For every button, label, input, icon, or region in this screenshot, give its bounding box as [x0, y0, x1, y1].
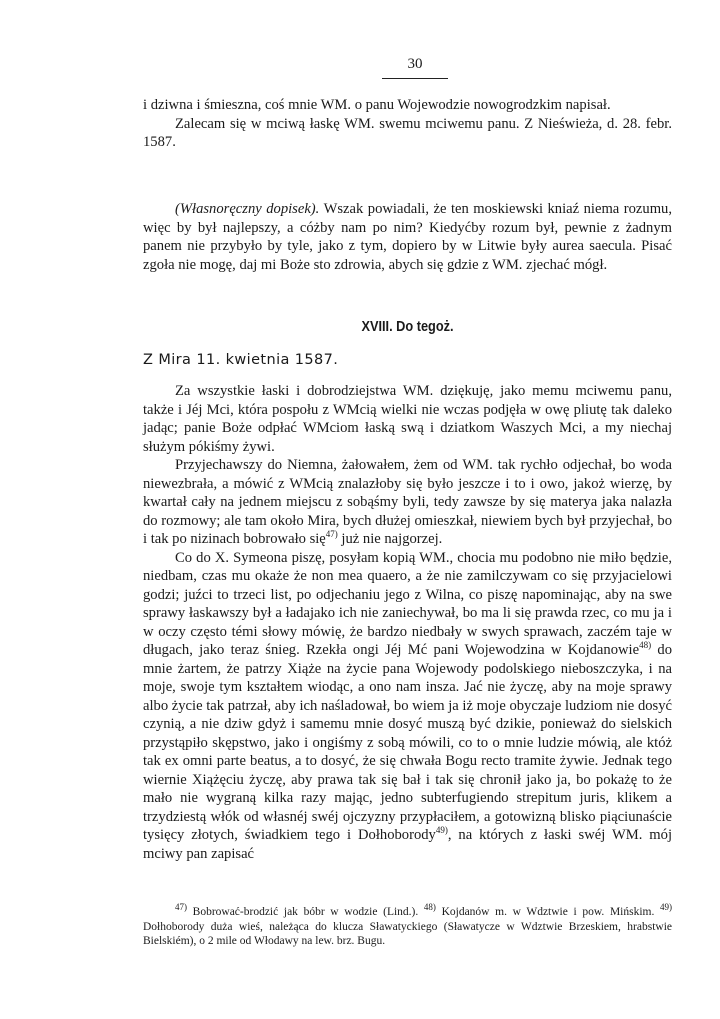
letter-ending-paragraph-2: Zalecam się w mciwą łaskę WM. swemu mciwemu panu. Z Nieświeża, d. 28. febr. 1587. [143, 115, 672, 150]
footnote-block [143, 902, 673, 949]
footnote-ref-47: 47) [325, 529, 338, 540]
footnotes [143, 902, 673, 949]
postscript-text: Wszak powiadali, że ten moskiewski kniaź niema rozumu, więc by był najlepszy, a cóżby nam po nim? Kiedyćby rozum był, pewnie z żadnym panem nie przybyło by tyle, jako z tym, dopiero by w Litwie były aurea saecula. Pisać zgoła nie mogę, daj mi Boże sto zdrowia, abych się gdzie z WM. zjechać mógł. [143, 201, 672, 273]
letter-paragraph-2-text: Przyjechawszy do Niemna, żałowałem, żem od WM. tak rychło odjechał, bo woda niewezbrała, a mówić z WMcią znalazłoby się było jeszcze i to i owo, jakoż wierzę, by kwartał cały na jednem miejscu z sobąśmy byli, tedy zawsze by się materya jaka nalazła do rozmowy; ale tam około Mira, bych dłużej omieszkał, niewiem bych był przyjechał, bo i tak po nizinach bobrowało się [143, 457, 672, 547]
letter-paragraph-3-middle: do mnie żartem, że patrzy Xiąże na życie pana Wojewody podolskiego nieboszczyka, i na moje, swoje tym kształtem wiodąc, a ono nam insza. Jać nie życzę, aby na moje sprawy albo życie tak patrzał, aby ich naśladował, bo wiem ja iż moje obyczaje ludziom nie dosyć czynią, a nie dziw gdyż i samemu mnie dosyć muszą być dzikie, ponieważ do sielskich przystąpiło skępstwo, jako i ongiśmy z sobą mówili, co to o mnie ludzie mówią, ale któż tak ex omni parte beatus, a to dosyć, że się chwała Bogu recto tramite żywie. Jednak tego wiernie Xiążęciu życzę, aby prawa tak się bał i tak się chronił jako ja, bo pokażę to że mało nie wygraną kilka razy mając, jedno subterfugiendo strepitum juris, klikem a trzydziestą włók od własnéj swéj ojczyzny przypłaciłem, a gotowizną blisko piąciunaście tysięcy złotych, świadkiem tego i Dołhoborody [143, 642, 672, 843]
footnote-48: Kojdanów m. w Wdztwie i pow. Mińskim. [435, 906, 655, 918]
footnote-ref-48: 48) [639, 640, 652, 651]
letter-body [143, 382, 672, 863]
letter-paragraph-1: Za wszystkie łaski i dobrodziejstwa WM. dziękuję, jako memu mciwemu panu, także i Jéj Mci, która pospołu z WMcią wielki nie wczas podjęła w owę pliutę tak daleko jadąc; panie Boże odpłać WMciom łaską swą i dziatkom Waszych Mci, a my niechaj służym pókiśmy żywi. [143, 383, 672, 455]
page-number: 30 [407, 56, 423, 72]
footnote-49: Dołhoborody duża wieś, należąca do klucza Sławatyckiego (Sławatycze w Wdztwie Brzeskiem, hrabstwie Bielskiém), o 2 mile od Włodawy na lew. brz. Bugu. [143, 920, 672, 947]
footnote-49-mark: 49) [660, 902, 673, 913]
footnote-48-mark: 48) [423, 902, 436, 913]
postscript-label: (Własnoręczny dopisek). [175, 201, 320, 217]
footnote-47: Bobrować-brodzić jak bóbr w wodzie (Lind.). [187, 906, 419, 918]
letter-paragraph-3 [143, 549, 672, 864]
letter-heading: XVIII. Do tegoż. [361, 318, 454, 335]
postscript [143, 200, 672, 274]
letter-ending-paragraph-1: i dziwna i śmieszna, coś mnie WM. o panu Wojewodzie nowogrodzkim napisał. [143, 97, 611, 113]
letter-paragraph-2-end: już nie najgorzej. [337, 531, 443, 547]
letter-paragraph-3-text: Co do X. Symeona piszę, posyłam kopią WM., chocia mu podobno nie miło będzie, niedbam, czas mu okaże że non mea quaero, a że nie zamilczywam co się przyjacielowi godzi; juźci to trzeci list, po odjechaniu jego z Wilna, co piszę napominając, aby na swe sprawy łaskawszy był a ładajako ich nie zaniechywał, bo ma li się prawda rzec, co mu ja i w oczy często témi słowy mówię, że bardzo niedbały w swych sprawach, zaczém taje w długach, jako teraz śnieg. Rzekła ongi Jéj Mć pani Wojewodzina w Kojdanowie [143, 549, 672, 658]
footnote-47-mark: 47) [175, 902, 187, 913]
postscript-paragraph [143, 200, 672, 274]
letter-paragraph-2 [143, 456, 672, 549]
place-date: Z Mira 11. kwietnia 1587. [143, 352, 339, 368]
page-number-rule [382, 78, 448, 79]
letter-paragraph-3-end: , na których z łaski swéj WM. mój mciwy pan zapisać [143, 827, 673, 862]
footnote-ref-49: 49) [435, 825, 448, 836]
letter-ending [143, 96, 672, 152]
